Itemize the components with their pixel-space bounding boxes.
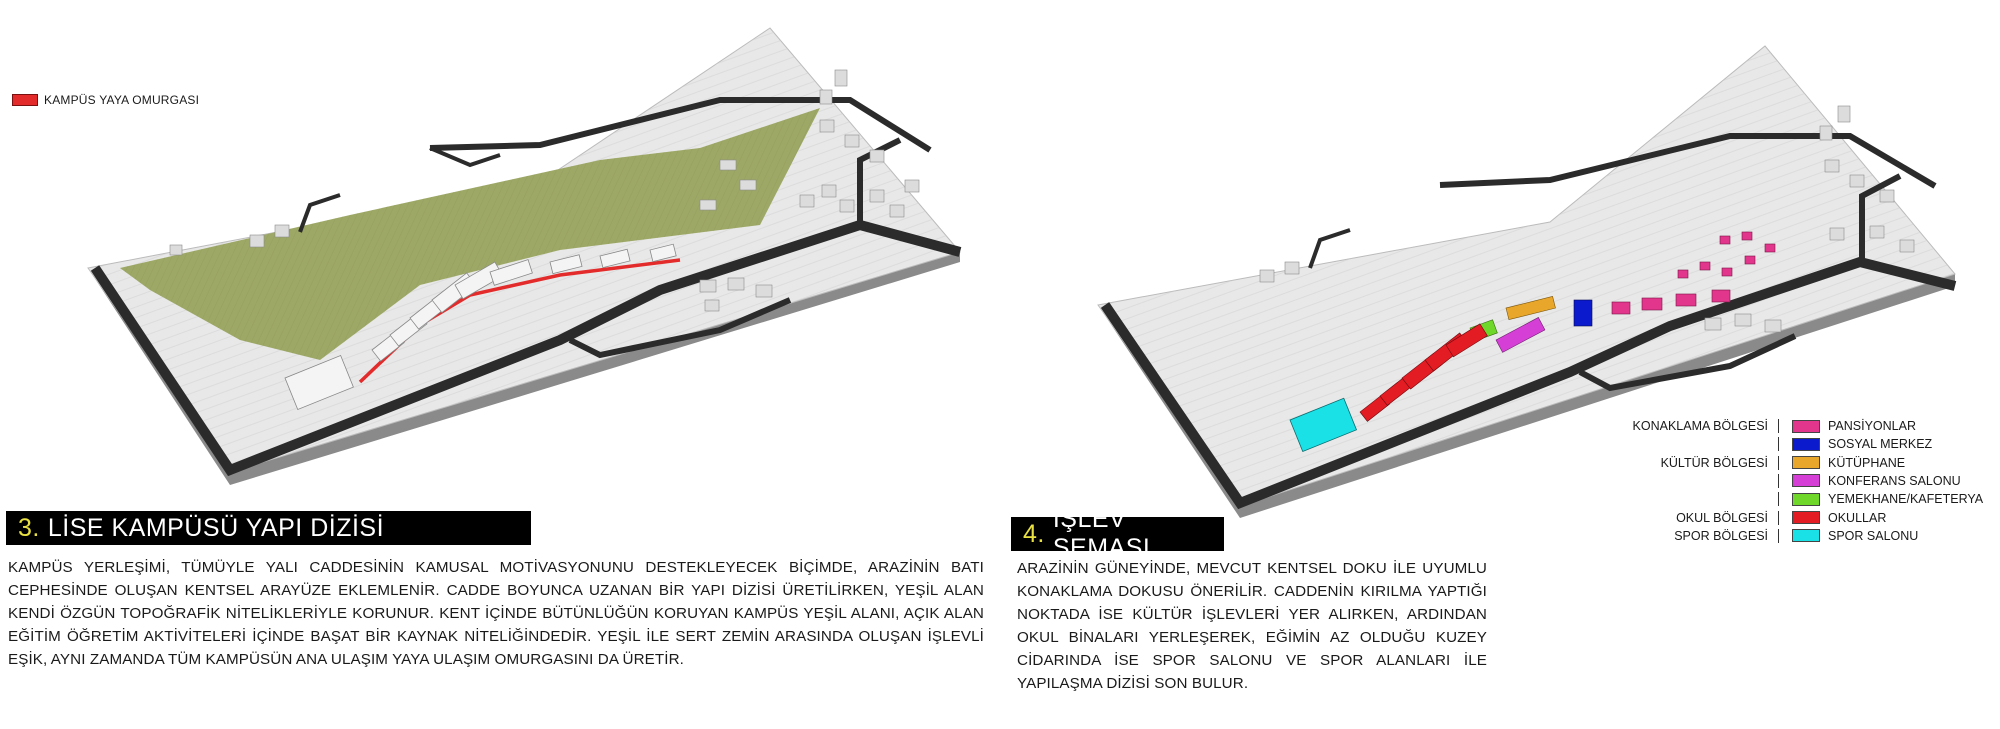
building-block (1705, 318, 1721, 330)
function-legend-swatch (1792, 456, 1820, 469)
function-legend-label: KONFERANS SALONU (1828, 473, 1961, 488)
function-legend-divider (1778, 511, 1779, 525)
building-block (720, 160, 736, 170)
pension-building (1720, 236, 1730, 244)
pension-building (1700, 262, 1710, 270)
function-legend-swatch (1792, 438, 1820, 451)
pension-building (1676, 294, 1696, 306)
function-legend-row (1618, 435, 1958, 453)
section-4-title (1011, 505, 1224, 562)
building-block (1285, 262, 1299, 274)
function-legend-row (1618, 472, 1961, 490)
function-legend-zone: KONAKLAMA BÖLGESİ (1632, 419, 1768, 433)
building-block (1870, 226, 1884, 238)
function-legend-label: KÜTÜPHANE (1828, 455, 1906, 470)
building-block (700, 280, 716, 292)
pension-building (1612, 302, 1630, 314)
building-block (1838, 106, 1850, 122)
function-legend-swatch (1792, 511, 1820, 524)
function-legend-zone: OKUL BÖLGESİ (1676, 510, 1768, 525)
building-block (800, 195, 814, 207)
building-block (845, 135, 859, 147)
function-legend-row (1618, 454, 1958, 472)
campus-axonometric-map (88, 28, 960, 485)
function-legend-label: YEMEKHANE/KAFETERYA (1828, 492, 1984, 507)
function-legend-divider (1778, 529, 1779, 543)
building-block (822, 185, 836, 197)
function-legend-row (1618, 417, 1958, 435)
pension-building (1678, 270, 1688, 278)
building-block (728, 278, 744, 290)
function-legend-row (1618, 509, 1958, 527)
pension-building (1742, 232, 1752, 240)
building-block (1820, 126, 1832, 140)
section-3-number: 3. (18, 513, 40, 542)
building-block (835, 70, 847, 86)
section-4-paragraph: ARAZİNİN GÜNEYİNDE, MEVCUT KENTSEL DOKU İLE UYUMLU KONAKLAMA DOKUSU ÖNERİLİR. CADDENİN KIRILMA YAPTIĞI NOKTADA İSE KÜLTÜR İŞLEVLERİ YER ALIRKEN, ARDINDAN OKUL BİNALARI YERLEŞEREK, EĞİMİN AZ OLDUĞU KUZEY CİDARINDA İSE SPOR SALONU VE SPOR ALANLARI İLE YAPILAŞMA DİZİSİ SON BULUR. (1017, 560, 1487, 692)
function-legend-label: SPOR SALONU (1828, 528, 1919, 543)
pension-building (1712, 290, 1730, 302)
building-block (870, 190, 884, 202)
social-center-building (1574, 300, 1592, 326)
function-legend-divider (1778, 437, 1779, 451)
function-legend-label: OKULLAR (1828, 510, 1887, 525)
building-block (756, 285, 772, 297)
building-block (1825, 160, 1839, 172)
building-block (870, 150, 884, 162)
function-legend-zone: SPOR BÖLGESİ (1674, 528, 1768, 543)
building-block (250, 235, 264, 247)
side-road-4 (430, 148, 500, 165)
pension-building (1765, 244, 1775, 252)
building-block (700, 200, 716, 210)
function-legend-swatch (1792, 420, 1820, 433)
section-4-number: 4. (1023, 519, 1045, 548)
building-block (1765, 320, 1781, 332)
function-legend-divider (1778, 474, 1779, 488)
building-block (1735, 314, 1751, 326)
section-4-title-text: İŞLEV ŞEMASI (1052, 505, 1151, 562)
section-3-title (6, 511, 531, 545)
pedestrian-spine-label: KAMPÜS YAYA OMURGASI (44, 93, 200, 107)
pedestrian-spine-swatch (12, 94, 38, 106)
pedestrian-spine-legend (12, 93, 199, 107)
building-block (170, 245, 182, 255)
building-block (740, 180, 756, 190)
pension-building (1722, 268, 1732, 276)
function-legend-row (1618, 490, 1984, 508)
function-legend-swatch (1792, 474, 1820, 487)
building-block (275, 225, 289, 237)
building-block (1830, 228, 1844, 240)
function-legend-zone: KÜLTÜR BÖLGESİ (1660, 455, 1768, 470)
function-legend-divider (1778, 492, 1779, 506)
building-block (820, 90, 832, 104)
building-block (905, 180, 919, 192)
section-3-paragraph: KAMPÜS YERLEŞİMİ, TÜMÜYLE YALI CADDESİNİN KAMUSAL MOTİVASYONUNU DESTEKLEYECEK BİÇİMDE, ARAZİNİN BATI CEPHESİNDE OLUŞAN KENTSEL ARAYÜZE EKLEMLENİR. CADDE BOYUNCA UZANAN BİR YAPI DİZİSİ ÜRETİLİRKEN, YEŞİL ALAN KENDİ ÖZGÜN TOPOĞRAFİK NİTELİKLERİYLE KORUNUR. KENT İÇİNDE BÜTÜNLÜĞÜN KORUYAN KAMPÜS YEŞİL ALANI, AÇIK ALAN EĞİTİM ÖĞRETİM AKTİVİTELERİ İÇİNDE BAŞAT BİR KAYNAK NİTELİĞİNDEDİR. YEŞİL İLE SERT ZEMİN ARASINDA OLUŞAN İŞLEVLİ EŞİK, AYNI ZAMANDA TÜM KAMPÜSÜN ANA ULAŞIM YAYA ULAŞIM OMURGASINI DA ÜRETİR. (8, 559, 984, 668)
building-block (1260, 270, 1274, 282)
function-legend-row (1618, 527, 1958, 545)
building-block (890, 205, 904, 217)
function-legend-swatch (1792, 529, 1820, 542)
building-block (1880, 190, 1894, 202)
building-block (820, 120, 834, 132)
function-legend-divider (1778, 456, 1779, 470)
building-block (1900, 240, 1914, 252)
building-block (840, 200, 854, 212)
function-legend-divider (1778, 419, 1779, 433)
section-3-title-text: LİSE KAMPÜSÜ YAPI DİZİSİ (47, 513, 385, 542)
pension-building (1642, 298, 1662, 310)
function-legend-swatch (1792, 493, 1820, 506)
pension-building (1745, 256, 1755, 264)
function-legend-label: SOSYAL MERKEZ (1828, 437, 1933, 452)
building-block (705, 300, 719, 311)
function-legend-label: PANSİYONLAR (1828, 419, 1916, 433)
building-block (1850, 175, 1864, 187)
